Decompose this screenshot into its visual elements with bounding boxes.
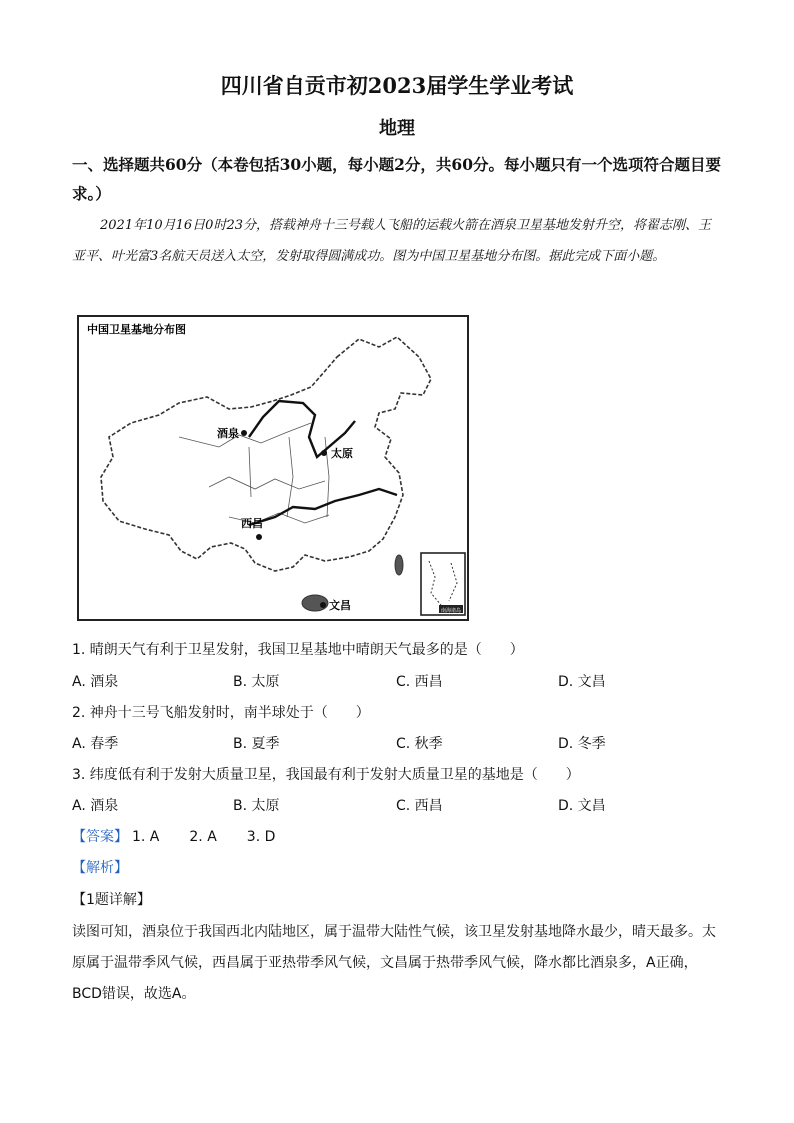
answer-3: 3. D: [246, 829, 276, 845]
answer-row: [72, 826, 301, 846]
jiuquan-dot: [241, 430, 247, 436]
taiyuan-dot: [321, 450, 327, 456]
map-title: 中国卫星基地分布图: [87, 323, 186, 336]
xichang-dot: [256, 534, 262, 540]
analysis-label: 【解析】: [72, 860, 128, 876]
china-outline: [101, 337, 431, 571]
map-drawing: [79, 317, 467, 619]
wenchang-label: 文昌: [329, 599, 351, 612]
question-1-stem: 1. 晴朗天气有利于卫星发射，我国卫星基地中晴朗天气最多的是（ ）: [72, 642, 524, 658]
exam-title: 四川省自贡市初2023届学生学业考试: [220, 73, 574, 98]
detail-body: 读图可知，酒泉位于我国西北内陆地区，属于温带大陆性气候，该卫星发射基地降水最少，晴天最多。太原属于温带季风气候，西昌属于亚热带季风气候，文昌属于热带季风气候，降水都比酒泉多，A正确，BCD错误，故选A。: [72, 924, 716, 1002]
q2-option-c: C. 秋季: [396, 736, 443, 752]
question-3-stem: 3. 纬度低有利于发射大质量卫星，我国最有利于发射大质量卫星的基地是（ ）: [72, 767, 580, 783]
detail-heading: 【1题详解】: [72, 892, 151, 908]
q2-option-a: A. 春季: [72, 736, 119, 752]
q3-option-d: D. 文昌: [558, 798, 606, 814]
subject-title: 地理: [379, 118, 415, 139]
wenchang-dot: [320, 602, 326, 608]
q3-option-c: C. 西昌: [396, 798, 443, 814]
q2-option-b: B. 夏季: [233, 736, 280, 752]
q1-option-c: C. 西昌: [396, 674, 443, 690]
section-heading: 一、选择题共60分（本卷包括30小题，每小题2分，共60分。每小题只有一个选项符合题目要求。）: [72, 155, 721, 203]
q3-option-a: A. 酒泉: [72, 798, 119, 814]
q1-option-a: A. 酒泉: [72, 674, 119, 690]
q2-option-d: D. 冬季: [558, 736, 606, 752]
question-2-stem: 2. 神舟十三号飞船发射时，南半球处于（ ）: [72, 705, 370, 721]
yangtze-river-line: [249, 489, 397, 525]
china-satellite-base-map: [77, 315, 469, 621]
taiyuan-label: 太原: [331, 447, 353, 460]
q3-option-b: B. 太原: [233, 798, 280, 814]
answer-1: 1. A: [132, 829, 160, 845]
xichang-label: 西昌: [241, 517, 263, 530]
answer-label: 【答案】: [72, 829, 128, 845]
intro-paragraph: 2021年10月16日0时23分，搭载神舟十三号载人飞船的运载火箭在酒泉卫星基地发射升空，将翟志刚、王亚平、叶光富3名航天员送入太空，发射取得圆满成功。图为中国卫星基地分布图。据此完成下面小题。: [72, 218, 711, 264]
answer-2: 2. A: [189, 829, 217, 845]
taiwan-island: [395, 555, 403, 575]
jiuquan-label: 酒泉: [217, 427, 239, 440]
inset-stamp-text: 南海诸岛: [441, 608, 462, 614]
q1-option-b: B. 太原: [233, 674, 280, 690]
q1-option-d: D. 文昌: [558, 674, 606, 690]
